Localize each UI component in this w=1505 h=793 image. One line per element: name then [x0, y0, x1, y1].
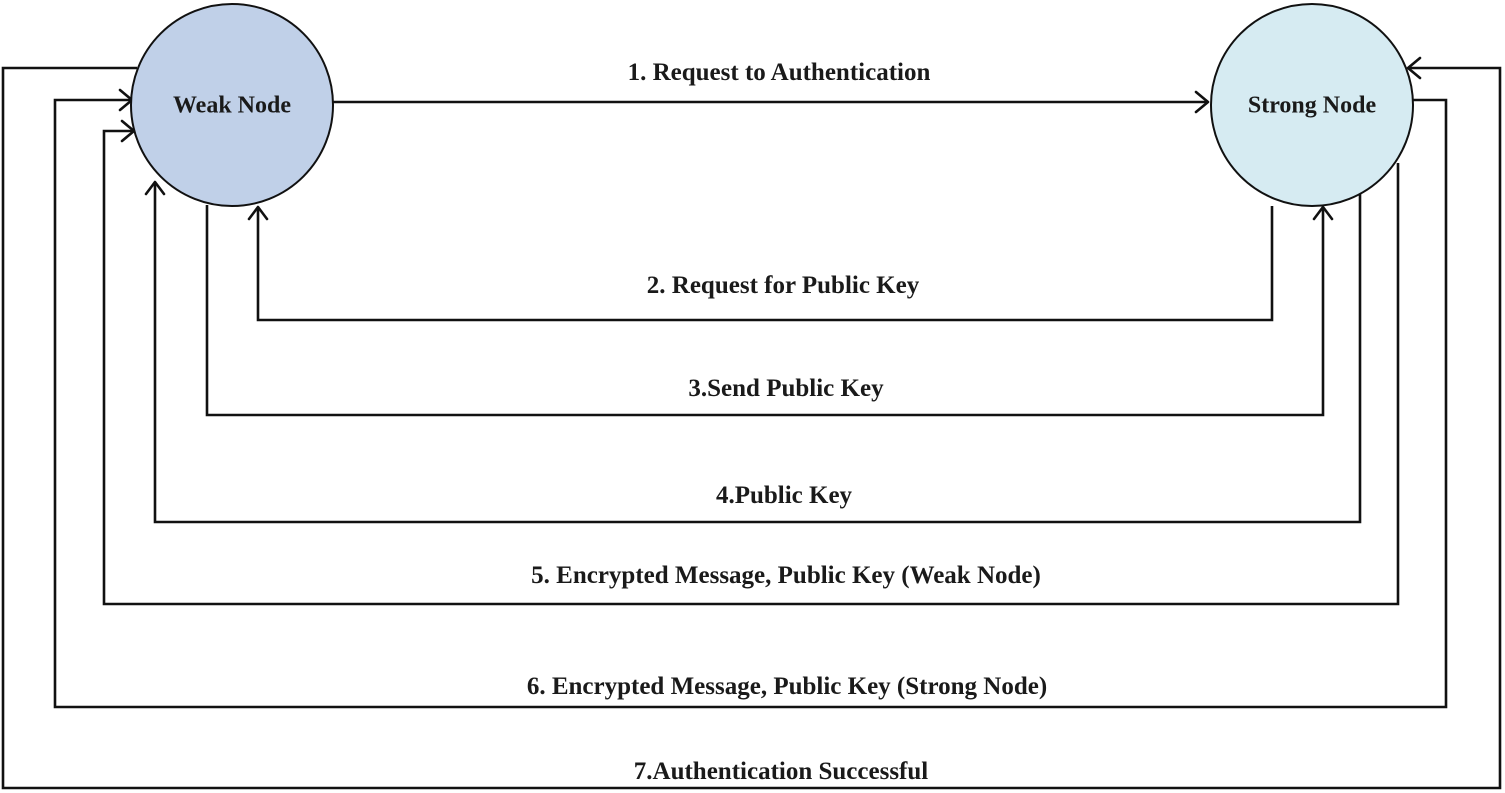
step-7-label: 7.Authentication Successful [633, 758, 929, 785]
strong-node [1211, 4, 1413, 206]
flow-arrow-step-5 [104, 121, 1398, 604]
flow-arrow-step-2 [249, 206, 1272, 320]
step-1-label: 1. Request to Authentication [627, 59, 931, 86]
step-6-label: 6. Encrypted Message, Public Key (Strong Node) [526, 673, 1048, 700]
step-5-label: 5. Encrypted Message, Public Key (Weak Node) [531, 562, 1041, 589]
step-3-label: 3.Send Public Key [688, 375, 884, 402]
flow-arrow-step-4 [146, 182, 1360, 522]
weak-node-label: Weak Node [172, 92, 292, 119]
weak-node [131, 4, 333, 206]
step-2-label: 2. Request for Public Key [646, 272, 920, 299]
step-4-label: 4.Public Key [715, 482, 853, 509]
flow-arrow-step-1 [331, 92, 1208, 112]
strong-node-label: Strong Node [1247, 92, 1377, 119]
